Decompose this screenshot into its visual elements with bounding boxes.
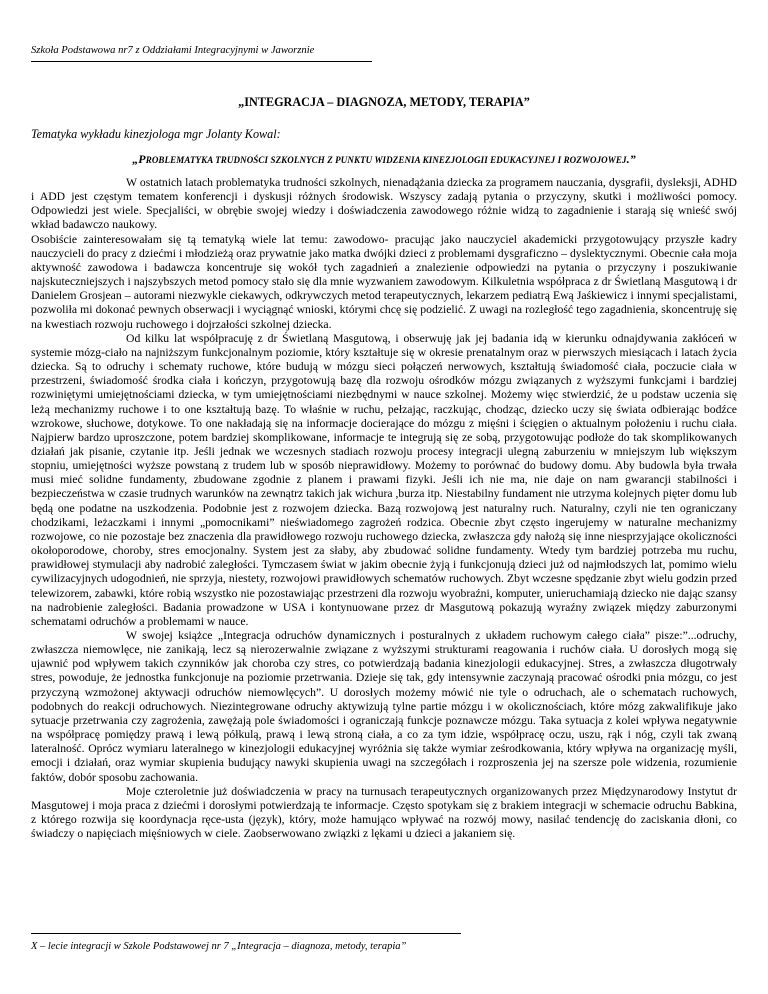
topic-quote-open: „ bbox=[132, 152, 139, 166]
paragraph: Moje czteroletnie już doświadczenia w pracy na turnusach terapeutycznych organizowanych przez Międzynarodowy Instytut dr Masgutowej i moja praca z dziećmi i dorosłymi potwierdzają te informacje. Często spotykam się z brakiem integracji w schemacie odruchu Babkina, z którego rozwija się koordynacja ręce-usta (język), który, może hamująco wpływać na rozwój mowy, nasilać tendencję do zaciskania dłoni, co świadczy o napięciach mięśniowych w ciele. Zaobserwowano związki z lękami u dzieci a jakaniem się. bbox=[31, 784, 737, 841]
paragraph: W swojej książce „Integracja odruchów dynamicznych i posturalnych z układem ruchowym całego ciała” pisze:”...odruchy, zwłaszcza niemowlęce, nie zanikają, lecz są nierozerwalnie związane z wyższymi strukturami reagowania i ruchów ciała. U dorosłych mogą się ujawnić pod wpływem takich czynników jak choroba czy stres, co potwierdzają badania kinezjologii edukacyjnej. Stres, a zwłaszcza długotrwały stres, powoduje, że jednostka funkcjonuje na poziomie przetrwania. Dzieje się tak, gdy intensywnie zaczynają pracować ośrodki pnia mózgu, co jest przyczyną wzmożonej aktywacji odruchów niemowlęcych”. U dorosłych możemy mówić nie tyle o odruchach, ale o schematach ruchowych, podobnych do reakcji odruchowych. Niezintegrowane odruchy aktywizują tylne partie mózgu i w okolicznościach, które mózg zakwalifikuje jako sytuacje przetrwania czy zagrożenia, zawężają pole świadomości i ograniczają funkcje poznawcze mózgu. Taka sytuacja z kolei wpływa negatywnie na współpracę pomiędzy prawą i lewą półkulą, prawą i lewą stroną ciała, a co za tym idzie, współpracę oczu, uszu, rąk i nóg, czyli tak zwaną lateralność. Oprócz wymiaru lateralnego w kinezjologii edukacyjnej wyróżnia się także wymiar ześrodkowania, który wpływa na organizację myśli, emocji i działań, oraz wymiar skupienia budujący nawyki skupienia uwagi na szczegółach i rozproszenia jej na szersze pole widzenia, rozumienie faktów, dobór sposobu zachowania. bbox=[31, 629, 737, 784]
footer-divider bbox=[31, 933, 461, 934]
topic-text: ROBLEMATYKA TRUDNOŚCI SZKOLNYCH Z PUNKTU WIDZENIA KINEZJOLOGII EDUKACYJNEJ I ROZWOJOWEJ bbox=[145, 155, 627, 165]
page-header: Szkoła Podstawowa nr7 z Oddziałami Integracyjnymi w Jaworznie bbox=[31, 45, 315, 56]
paragraph: Od kilku lat współpracuję z dr Świetlaną Masgutową, i obserwuję jak jej badania idą w kierunku odnajdywania zakłóceń w systemie mózg-ciało na najniższym funkcjonalnym poziomie, który kształtuje się w okresie prenatalnym oraz w pierwszych miesiącach i latach życia dziecka. Są to odruchy i schematy ruchowe, które budują w mózgu sieci połączeń nerwowych, kształtują świadomość ciała, poczucie ciała w przestrzeni, świadomość środka ciała i kończyn, przygotowują bazę dla rozwoju ośrodków mózgu związanych z wyższymi funkcjami i bardziej rozwiniętymi umiejętnościami dziecka, w tym umiejętnościami niezbędnymi w nauce szkolnej. Możemy więc stwierdzić, że u podstaw uczenia się leżą mechanizmy ruchowe i to one kształtują bazę. To właśnie w ruchu, pełzając, raczkując, chodząc, dziecko uczy się świata odbierając bodźce wzrokowe, słuchowe, dotykowe. To one nakładają się na informacje docierające do mózgu z mięśni i ścięgien o aktualnym położeniu i ruchu ciała. Najpierw bardzo uproszczone, potem bardziej skomplikowane, informacje te integrują się ze sobą, przygotowując podłoże do tak skomplikowanych działań jak pisanie, czytanie itp. Jeśli jednak we wczesnych stadiach rozwoju procesy integracji ulegną zaburzeniu w mniejszym lub większym stopniu, umiejętności wyższe powstaną z trudem lub w sposób nieprawidłowy. Możemy to porównać do budowy domu. Aby budowla była trwała musi mieć solidne fundamenty, zbudowane zgodnie z planem i prawami fizyki. Jeśli ich nie ma, nie daje on nam gwarancji stabilności i bezpieczeństwa w czasie trudnych warunków na zewnątrz takich jak wichura ,burza itp. Niestabilny fundament nie utrzyma kolejnych pięter domu lub będą one podatne na uszkodzenia. Podobnie jest z rozwojem dziecka. Bazą rozwojową jest naturalny ruch. Naturalny, czyli nie ten ograniczany chodzikami, leżaczkami i innymi „pomocnikami” nieświadomego zagrożeń rodzica. Obecnie zbyt często ingerujemy w naturalne mechanizmy rozwojowe, co nie pozostaje bez znaczenia dla prawidłowego rozwoju ruchowego dziecka, zwłaszcza gdy nałożą się inne niesprzyjające okoliczności okołoporodowe, choroby, stres emocjonalny. System jest za słaby, aby zbudować solidne fundamenty. Wtedy tym bardziej potrzeba mu ruchu, prawidłowej stymulacji aby nadrobić zaległości. Tymczasem świat w jakim obecnie żyją i funkcjonują dzieci już od najmłodszych lat, pomimo wielu cywilizacyjnych udogodnień, nie sprzyja, niestety, rozwojowi prawidłowych schematów ruchowych. Zbyt wczesne spędzanie zbyt wielu godzin przed telewizorem, zabawki, które robią wszystko nie pozostawiając przestrzeni dla rozwoju wyobraźni, komputer, unieruchamiają dziecko nie dając szansy na nadrobienie zaległości. Badania prowadzone w USA i kontynuowane przez dr Masgutową pokazują wyraźny związek między zaburzonymi schematami odruchów a problemami w nauce. bbox=[31, 331, 737, 628]
article-body bbox=[31, 176, 737, 841]
lecture-topic bbox=[31, 152, 737, 167]
document-title: „INTEGRACJA – DIAGNOZA, METODY, TERAPIA” bbox=[238, 95, 530, 109]
header-divider bbox=[31, 61, 372, 62]
paragraph: W ostatnich latach problematyka trudności szkolnych, nienadążania dziecka za programem nauczania, dysgrafii, dysleksji, ADHD i ADD jest częstym tematem konferencji i dyskusji różnych środowisk. Wszyscy zadają pytania o przyczyny, skutki i możliwości pomocy. Odpowiedzi jest wiele. Specjaliści, w obrębie swojej wiedzy i doświadczenia zawodowego różnie widzą to zagadnienie i starają się wnieść swój wkład badawczo naukowy. bbox=[31, 176, 737, 232]
paragraph: Osobiście zainteresowałam się tą tematyką wiele lat temu: zawodowo- pracując jako nauczyciel akademicki przygotowujący przyszłe kadry nauczycieli do pracy z dziećmi i młodzieżą oraz prywatnie jako matka dwójki dzieci z problemami dysgraficzno – dyslektycznymi. Obecnie cała moja aktywność zawodowa i badawcza koncentruje się wokół tych zagadnień a znalezienie odpowiedzi na pytania o przyczyny i poszukiwanie najskuteczniejszych i najszybszych metod pomocy stało się dla mnie wyzwaniem zawodowym. Kilkuletnia współpraca z dr Świetlaną Masgutową i dr Danielem Grosjean – autorami niezwykle ciekawych, odkrywczych metod terapeutycznych, lekarzem pediatrą Ewą Jaśkiewicz i innymi specjalistami, pozwoliła mi dokonać pewnych obserwacji i wyciągnąć wnioski, którymi chcę się podzielić. Z uwagi na rozległość tego zagadnienia, skoncentruję się na kwestiach rozwoju ruchowego i dojrzałości szkolnej dziecka. bbox=[31, 232, 737, 331]
page-footer: X – lecie integracji w Szkole Podstawowej nr 7 „Integracja – diagnoza, metody, terapia” bbox=[31, 941, 407, 952]
topic-quote-close: .” bbox=[626, 152, 636, 166]
topic-first-letter: P bbox=[138, 152, 146, 166]
lecture-subtitle: Tematyka wykładu kinezjologa mgr Jolanty Kowal: bbox=[31, 127, 281, 141]
